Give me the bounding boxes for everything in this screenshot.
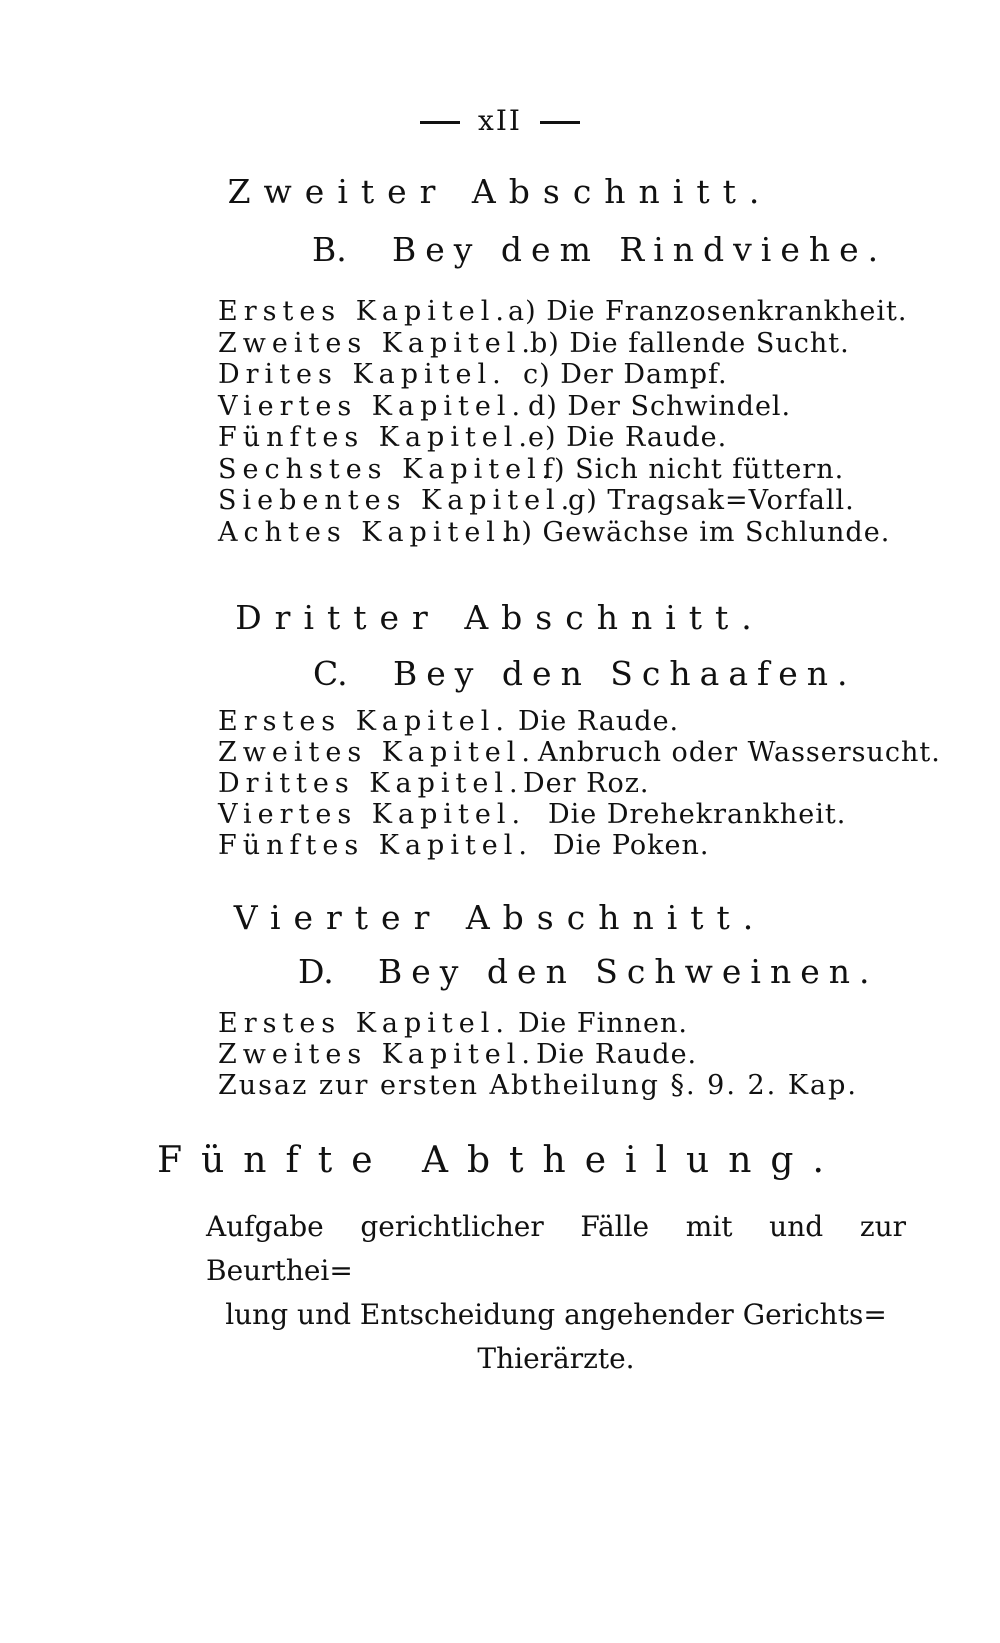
chapter-topic: e) Die Raude.: [528, 422, 728, 453]
chapter-label: Zweites Kapitel.: [218, 737, 536, 768]
section-c-letter: C.: [313, 654, 348, 693]
chapter-topic: h) Gewächse im Schlunde.: [503, 516, 891, 548]
section-b-title: Bey dem Rindviehe.: [392, 230, 888, 269]
chapter-entry: [218, 799, 941, 830]
section-e-heading: Fünfte Abtheilung.: [157, 1140, 843, 1181]
description-line: lung und Entscheidung angehender Gerichts=: [225, 1298, 887, 1331]
chapter-label: Viertes Kapitel.: [218, 390, 527, 422]
chapter-entry: [218, 1039, 858, 1070]
chapter-topic: Die Raude.: [518, 706, 680, 737]
chapter-label: Achtes Kapitel.: [218, 516, 516, 548]
chapter-label: Drittes Kapitel.: [218, 768, 524, 799]
chapter-topic: Der Roz.: [523, 768, 650, 799]
chapter-entry: [218, 296, 907, 328]
chapter-entry: [218, 768, 941, 799]
page-number: [0, 104, 1000, 137]
chapter-label: Siebentes Kapitel.: [218, 485, 576, 516]
chapter-topic: Die Drehekrankheit.: [548, 799, 847, 830]
chapter-topic: b) Die fallende Sucht.: [530, 327, 850, 359]
section-d-title: Bey den Schweinen.: [378, 952, 879, 991]
chapter-topic: g) Tragsak=Vorfall.: [568, 485, 855, 516]
section-d-letter: D.: [298, 952, 334, 991]
section-d-heading: Vierter Abschnitt.: [233, 898, 767, 937]
chapter-label: Zweites Kapitel.: [218, 1039, 536, 1070]
chapter-label: Viertes Kapitel.: [218, 799, 527, 830]
chapter-topic: c) Der Dampf.: [523, 359, 728, 390]
description-line: Aufgabe gerichtlicher Fälle mit und zur Beurthei=: [206, 1210, 906, 1287]
chapter-entry: [218, 422, 907, 454]
chapter-entry: [218, 1008, 858, 1039]
chapter-topic: Anbruch oder Wassersucht.: [538, 737, 941, 768]
chapter-label: Erstes Kapitel.: [218, 1008, 510, 1039]
chapter-topic: f) Sich nicht füttern.: [543, 453, 845, 485]
chapter-entry: [218, 706, 941, 737]
chapter-label: Drites Kapitel.: [218, 359, 507, 390]
chapter-topic: a) Die Franzosenkrankheit.: [508, 296, 908, 327]
chapter-label: Sechstes Kapitel.: [218, 453, 557, 485]
section-b-chapter-list: [218, 296, 907, 548]
chapter-label: Fünftes Kapitel.: [218, 830, 534, 861]
section-c-title: Bey den Schaafen.: [393, 654, 857, 693]
chapter-entry: [218, 830, 941, 861]
section-c-subheading: [313, 654, 857, 693]
dash-right: [540, 121, 580, 124]
chapter-label: Zweites Kapitel.: [218, 327, 536, 359]
addendum-line: [218, 1070, 858, 1101]
section-e-description: [206, 1205, 906, 1381]
chapter-topic: Die Raude.: [536, 1039, 698, 1070]
section-c-heading: Dritter Abschnitt.: [235, 598, 765, 637]
section-d-chapter-list: [218, 1008, 858, 1101]
chapter-topic: Die Finnen.: [518, 1008, 688, 1039]
chapter-label: Fünftes Kapitel.: [218, 422, 534, 453]
description-line: Thierärzte.: [477, 1342, 635, 1375]
chapter-entry: [218, 359, 907, 391]
chapter-entry: [218, 391, 907, 423]
chapter-entry: [218, 485, 907, 517]
chapter-entry: [218, 737, 941, 768]
chapter-label: Erstes Kapitel.: [218, 296, 510, 327]
chapter-topic: Die Poken.: [553, 830, 710, 861]
chapter-entry: [218, 517, 907, 549]
chapter-entry: [218, 328, 907, 360]
chapter-label: Erstes Kapitel.: [218, 706, 510, 737]
addendum-text: Zusaz zur ersten Abtheilung §. 9. 2. Kap.: [218, 1070, 858, 1101]
folio-text: xII: [478, 104, 522, 137]
section-c-chapter-list: [218, 706, 941, 861]
section-b-letter: B.: [312, 230, 347, 269]
section-d-subheading: [298, 952, 879, 991]
section-b-heading: Zweiter Abschnitt.: [227, 172, 773, 211]
dash-left: [420, 121, 460, 124]
chapter-topic: d) Der Schwindel.: [528, 390, 792, 422]
section-b-subheading: [312, 230, 887, 269]
chapter-entry: [218, 454, 907, 486]
